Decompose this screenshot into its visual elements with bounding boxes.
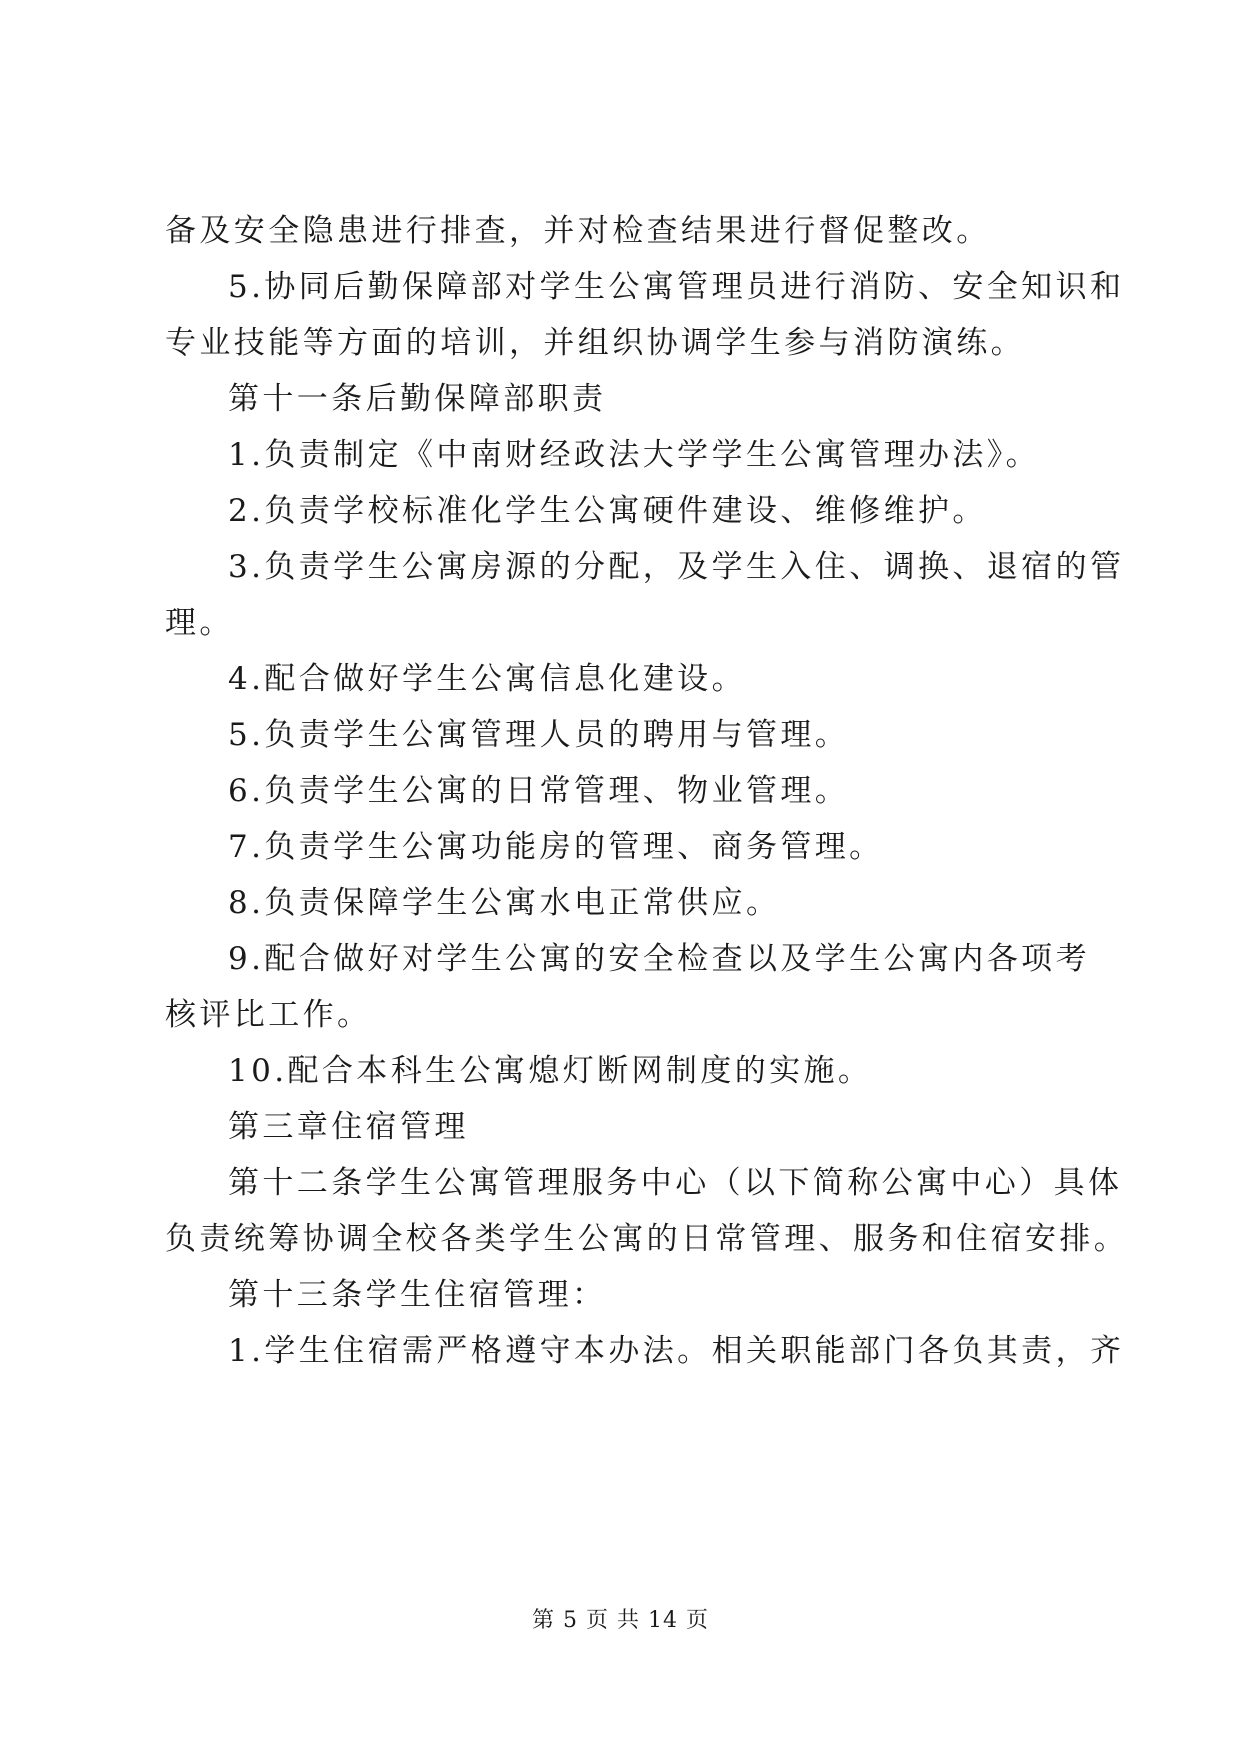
text-line: 6.负责学生公寓的日常管理、物业管理。 [228,773,850,809]
text-line: 1.负责制定《中南财经政法大学学生公寓管理办法》。 [228,437,1041,473]
text-line: 核评比工作。 [165,997,372,1033]
text-line: 1.学生住宿需严格遵守本办法。相关职能部门各负其责，齐 [228,1333,1125,1369]
text-line: 5.协同后勤保障部对学生公寓管理员进行消防、安全知识和 [228,269,1125,305]
text-line: 8.负责保障学生公寓水电正常供应。 [228,885,781,921]
text-line: 7.负责学生公寓功能房的管理、商务管理。 [228,829,884,865]
text-line: 备及安全隐患进行排查，并对检查结果进行督促整改。 [165,213,991,249]
text-line: 4.配合做好学生公寓信息化建设。 [228,661,746,697]
text-line: 专业技能等方面的培训，并组织协调学生参与消防演练。 [165,325,1025,361]
page-number-footer: 第 5 页 共 14 页 [532,1608,709,1633]
section-heading: 第十一条后勤保障部职责 [228,381,607,417]
text-line: 2.负责学校标准化学生公寓硬件建设、维修维护。 [228,493,987,529]
text-line: 5.负责学生公寓管理人员的聘用与管理。 [228,717,850,753]
section-heading: 第十三条学生住宿管理： [228,1277,607,1313]
text-line: 负责统筹协调全校各类学生公寓的日常管理、服务和住宿安排。 [165,1221,1129,1257]
text-line: 9.配合做好对学生公寓的安全检查以及学生公寓内各项考 [228,941,1090,977]
text-line: 理。 [165,605,234,641]
text-line: 10.配合本科生公寓熄灯断网制度的实施。 [228,1053,873,1089]
text-line: 3.负责学生公寓房源的分配，及学生入住、调换、退宿的管 [228,549,1125,585]
text-line: 第十二条学生公寓管理服务中心（以下简称公寓中心）具体 [228,1165,1123,1201]
chapter-heading: 第三章住宿管理 [228,1109,469,1145]
